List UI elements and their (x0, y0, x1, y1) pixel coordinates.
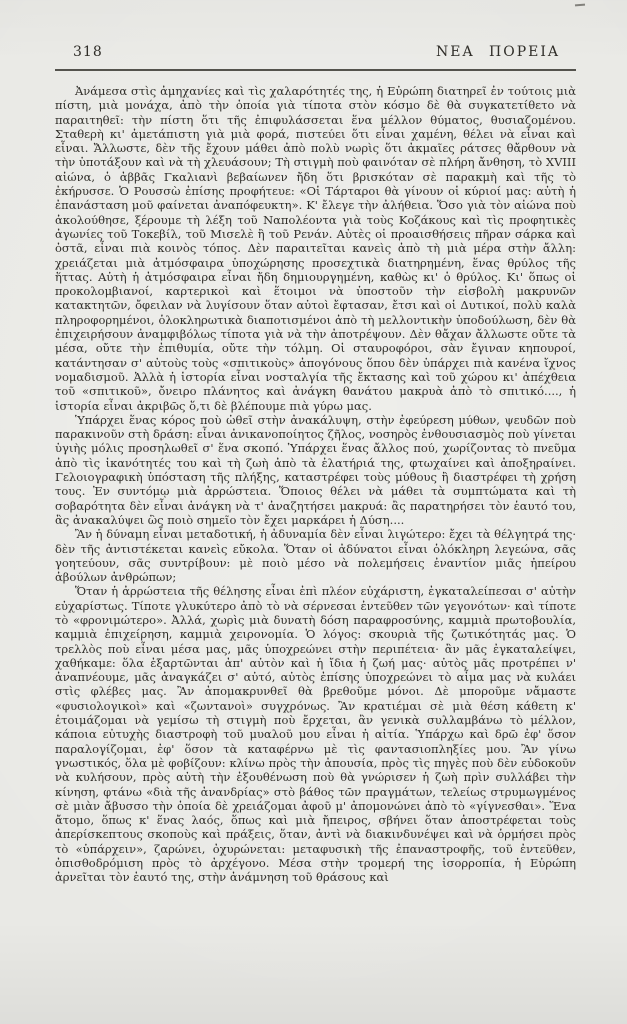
header-rule (55, 69, 576, 71)
article-body (55, 84, 576, 885)
page-header (55, 44, 576, 60)
paragraph: Ἀνάμεσα στὶς ἀμηχανίες καὶ τὶς χαλαρότητές της, ἡ Εὐρώπη διατηρεῖ ἐν τούτοις μιὰ πίστη, μιὰ μονάχα, ἀπὸ τὴν ὁποία γιὰ τίποτα στὸν κόσμο δὲ θὰ συγκατετίθετο νὰ παραιτηθεῖ: τὴν πίστη ὅτι τῆς ἐπιφυλάσσεται ἕνα μέλλον θύματος, θυσιαζομένου. Σταθερὴ κι' ἀμετάπιστη γιὰ μιὰ φορά, πιστεύει ὅτι εἶναι χαμένη, θέλει νὰ εἶναι καὶ εἶναι. Ἄλλωστε, δὲν τῆς ἔχουν μάθει ἀπὸ πολὺ νωρὶς ὅτι ἀκμαῖες ράτσες θἄρθουν νὰ τὴν ὑποτάξουν καὶ νὰ τὴ χλευάσουν; Τὴ στιγμὴ ποὺ φαινόταν σὲ πλήρη ἄνθηση, τὸ XVIII αἰώνα, ὁ ἀββᾶς Γκαλιανὶ βεβαίωνεν ἤδη ὅτι βρισκόταν σὲ παρακμὴ καὶ τῆς τὸ ἐκήρυσσε. Ὁ Ρουσσὼ ἐπίσης προφήτευε: «Οἱ Τάρταροι θὰ γίνουν οἱ κύριοί μας: αὐτὴ ἡ ἐπανάσταση μοῦ φαίνεται ἀναπόφευκτη». Κ' ἔλεγε τὴν ἀλήθεια. Ὅσο γιὰ τὸν αἰώνα ποὺ ἀκολούθησε, ξέρουμε τὴ λέξη τοῦ Ναπολέοντα γιὰ τοὺς Κοζάκους καὶ τὶς προφητικὲς ἀγωνίες τοῦ Τοκεβίλ, τοῦ Μισελὲ ἢ τοῦ Ρενάν. Αὐτὲς οἱ προαισθήσεις πῆραν σάρκα καὶ ὀστᾶ, εἶναι πιὰ κοινὸς τόπος. Δὲν παραιτεῖται κανεὶς ἀπὸ τὴ μιὰ μέρα στὴν ἄλλη: χρειάζεται μιὰ ἀτμόσφαιρα ὑποχώρησης προσεχτικὰ διατηρημένη, ἕνας θρύλος τῆς ἥττας. Αὐτὴ ἡ ἀτμόσφαιρα εἶναι ἤδη δημιουργημένη, καθὼς κι' ὁ θρύλος. Κι' ὅπως οἱ προκολομβιανοί, καρτερικοὶ καὶ ἕτοιμοι νὰ ὑποστοῦν τὴν εἰσβολὴ μακρυνῶν κατακτητῶν, ὄφειλαν νὰ λυγίσουν ὅταν αὐτοὶ ἔφτασαν, ἔτσι καὶ οἱ Δυτικοί, πολὺ καλὰ πληροφορημένοι, ὁλοκληρωτικὰ διαποτισμένοι ἀπὸ τὴ μελλοντικὴν ὑποδούλωση, δὲν θὰ ἐπιχειρήσουν ἀναμφιβόλως τίποτα γιὰ νὰ τὴν ἀποτρέψουν. Δὲν θἄχαν ἄλλωστε οὔτε τὰ μέσα, οὔτε τὴν ἐπιθυμία, οὔτε τὴν τόλμη. Οἱ σταυροφόροι, σὰν ἔγιναν κηπουροί, κατάντησαν σ' αὐτοὺς τοὺς «σπιτικοὺς» ἀπογόνους ὅπου δὲν ὑπάρχει πιὰ κανένα ἴχνος νομαδισμοῦ. Ἀλλὰ ἡ ἱστορία εἶναι νοσταλγία τῆς ἔκτασης καὶ τοῦ χώρου κι' ἀπέχθεια τοῦ «σπιτικοῦ», ὄνειρο πλάνητος καὶ ἀνάγκη θανάτου μακρυὰ ἀπὸ τὸ σπιτικό...., ἡ ἱστορία εἶναι ἀκριβῶς ὅ,τι δὲ βλέπουμε πιὰ γύρω μας. (55, 84, 576, 413)
paragraph: Ἂν ἡ δύναμη εἶναι μεταδοτική, ἡ ἀδυναμία δὲν εἶναι λιγώτερο: ἔχει τὰ θέλγητρά της· δὲν τῆς ἀντιστέκεται κανεὶς εὔκολα. Ὅταν οἱ ἀδύνατοι εἶναι ὁλόκληρη λεγεώνα, σᾶς γοητεύουν, σᾶς συντρίβουν: μὲ ποιὸ μέσο νὰ πολεμήσεις ἐναντίον μιᾶς ἠπείρου ἀβούλων ἀνθρώπων; (55, 527, 576, 585)
paragraph: Ὅταν ἡ ἀρρώστεια τῆς θέλησης εἶναι ἐπὶ πλέον εὐχάριστη, ἐγκαταλείπεσαι σ' αὐτὴν εὐχαρίστως. Τίποτε γλυκύτερο ἀπὸ τὸ νὰ σέρνεσαι ἐντεῦθεν τῶν γεγονότων· καὶ τίποτε τὸ «φρονιμώτερο». Ἀλλά, χωρὶς μιὰ δυνατὴ δόση παραφροσύνης, καμμιὰ πρωτοβουλία, καμμιὰ ἐπιχείρηση, καμμιὰ χειρονομία. Ὁ λόγος: σκουριὰ τῆς ζωτικότητάς μας. Ὁ τρελλὸς ποὺ εἶναι μέσα μας, μᾶς ὑποχρεώνει στὴν περιπέτεια· ἂν μᾶς ἐγκαταλείψει, χαθήκαμε: ὅλα ἐξαρτῶνται ἀπ' αὐτὸν καὶ ἡ ἴδια ἡ ζωή μας· αὐτὸς μᾶς προτρέπει ν' ἀναπνέουμε, μᾶς ἀναγκάζει σ' αὐτό, αὐτὸς ἐπίσης ὑποχρεώνει τὸ αἷμα μας νὰ κυλάει στὶς φλέβες μας. Ἂν ἀπομακρυνθεῖ θὰ βρεθοῦμε μόνοι. Δὲ μποροῦμε νἄμαστε «φυσιολογικοὶ» καὶ «ζωντανοὶ» συγχρόνως. Ἂν κρατιέμαι σὲ μιὰ θέση κάθετη κ' ἑτοιμάζομαι νὰ γεμίσω τὴ στιγμὴ ποὺ ἔρχεται, ἂν γενικὰ συλλαμβάνω τὸ μέλλον, κάποια εὐτυχὴς διαστροφὴ τοῦ μυαλοῦ μου εἶναι ἡ αἰτία. Ὑπάρχω καὶ δρῶ ἐφ' ὅσον παραλογίζομαι, ἐφ' ὅσον τὰ καταφέρνω μὲ τὶς φαντασιοπληξίες μου. Ἂν γίνω γνωστικός, ὅλα μὲ φοβίζουν: κλίνω πρὸς τὴν ἀπουσία, πρὸς τὶς πηγὲς ποὺ δὲν εὐδοκοῦν νὰ κυλήσουν, πρὸς αὐτὴ τὴν ἐξουθένωση ποὺ θὰ γνώρισεν ἡ ζωὴ πρὶν συλλάβει τὴν κίνηση, φτάνω «διὰ τῆς ἀνανδρίας» στὸ βάθος τῶν πραγμάτων, τελείως στρυμωγμένος σὲ μιὰν ἄβυσσο τὴν ὁποία δὲ χρειάζομαι ἀφοῦ μ' ἀπομονώνει ἀπὸ τὸ «γίγνεσθαι». Ἕνα ἄτομο, ὅπως κ' ἕνας λαός, ὅπως καὶ μιὰ ἤπειρος, σβήνει ὅταν ἀποστρέφεται τοὺς ἀπερίσκεπτους σκοποὺς καὶ πράξεις, ὅταν, ἀντὶ νὰ διακινδυνέψει καὶ νὰ ὁρμήσει πρὸς τὸ «ὑπάρχειν», ζαρώνει, ὀχυρώνεται: μεταφυσικὴ τῆς ἐπαναστροφῆς, τοῦ ἐντεῦθεν, ὀπισθοδρόμιση πρὸς τὸ ἀρχέγονο. Μέσα στὴν τρομερή της ἰσορροπία, ἡ Εὐρώπη ἀρνεῖται τὸν ἑαυτό της, στὴν ἀνάμνηση τοῦ θράσους καὶ (55, 584, 576, 885)
journal-title: ΝΕΑ ΠΟΡΕΙΑ (436, 44, 560, 60)
paragraph: Ὑπάρχει ἕνας κόρος ποὺ ὠθεῖ στὴν ἀνακάλυψη, στὴν ἐφεύρεση μύθων, ψευδῶν ποὺ παρακινοῦν στὴ δράση: εἶναι ἀνικανοποίητος ζῆλος, νοσηρὸς ἐνθουσιασμὸς ποὺ γίνεται ὑγιὴς μόλις προσηλωθεῖ σ' ἕνα σκοπό. Ὑπάρχει ἕνας ἄλλος πού, χωρίζοντας τὸ πνεῦμα ἀπὸ τὶς ἱκανότητές του καὶ τὴ ζωὴ ἀπὸ τὰ ἐλατήριά της, φτωχαίνει καὶ ἀποξηραίνει. Γελοιογραφικὴ ὑπόσταση τῆς πλήξης, καταστρέφει τοὺς μύθους ἢ διαστρέφει τὴ χρήση τους. Ἐν συντόμῳ μιὰ ἀρρώστεια. Ὅποιος θέλει νὰ μάθει τὰ συμπτώματα καὶ τὴ σοβαρότητα δὲν εἶναι ἀνάγκη νὰ τ' ἀναζητήσει μακρυά: ἂς παρατηρήσει τὸν ἑαυτό του, ἂς ἀνακαλύψει ὣς ποιὸ σημεῖο τὸν ἔχει μαρκάρει ἡ Δύση.... (55, 412, 576, 527)
scan-artifact-mark (575, 4, 585, 7)
page-number: 318 (73, 44, 103, 60)
page-content (55, 44, 576, 885)
